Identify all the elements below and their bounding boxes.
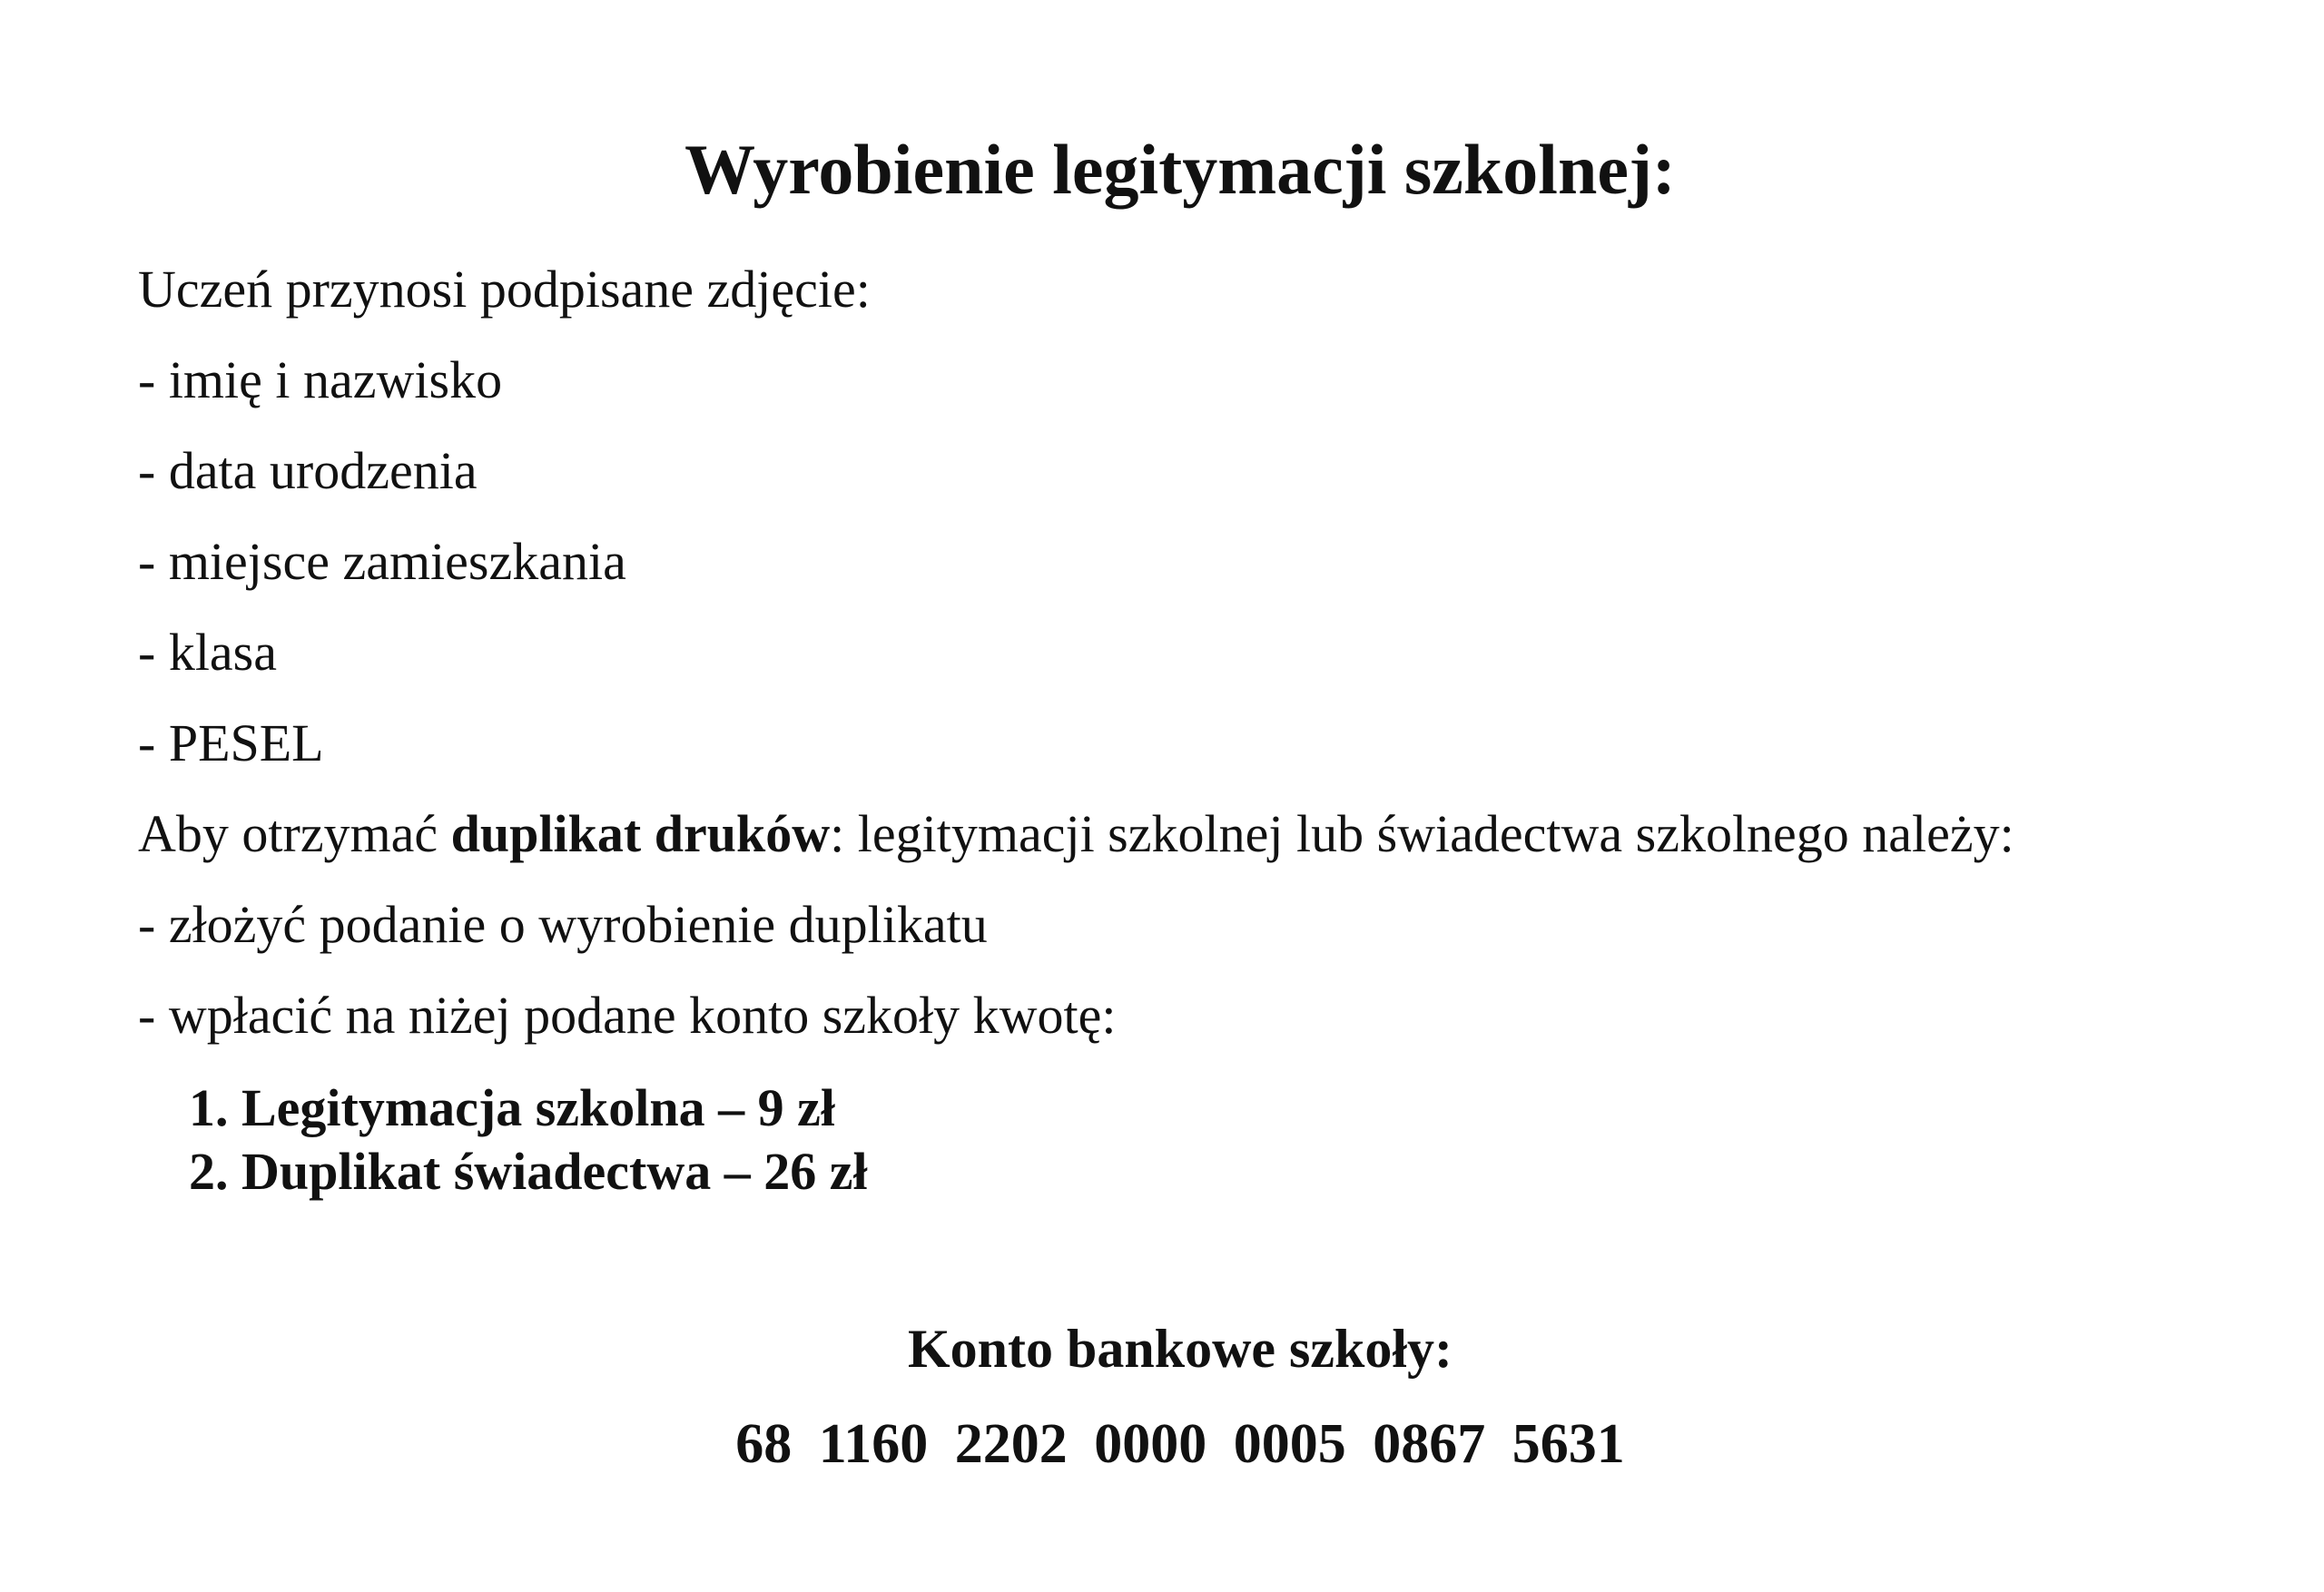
duplicate-intro-bold: duplikat druków (450, 804, 831, 863)
step-payment: - wpłacić na niżej podane konto szkoły kwotę: (138, 986, 1117, 1045)
price-certificate-duplicate: 2. Duplikat świadectwa – 26 zł (189, 1142, 868, 1201)
list-item-residence: - miejsce zamieszkania (138, 532, 626, 591)
step-application: - złożyć podanie o wyrobienie duplikatu (138, 895, 988, 954)
bank-account-label: Konto bankowe szkoły: (907, 1319, 1453, 1379)
photo-intro: Uczeń przynosi podpisane zdjęcie: (138, 260, 871, 319)
list-item-class: - klasa (138, 623, 277, 682)
page-title: Wyrobienie legitymacji szkolnej: (684, 130, 1676, 209)
list-item-name: - imię i nazwisko (138, 350, 503, 409)
duplicate-intro-prefix: Aby otrzymać (138, 804, 451, 863)
duplicate-intro-suffix: : legitymacji szkolnej lub świadectwa szkolnego należy: (830, 804, 2014, 863)
bank-account-number: 68 1160 2202 0000 0005 0867 5631 (735, 1413, 1625, 1475)
duplicate-intro (138, 804, 2014, 863)
list-item-birthdate: - data urodzenia (138, 441, 478, 500)
list-item-pesel: - PESEL (138, 713, 324, 772)
price-school-id: 1. Legitymacja szkolna – 9 zł (189, 1078, 836, 1137)
